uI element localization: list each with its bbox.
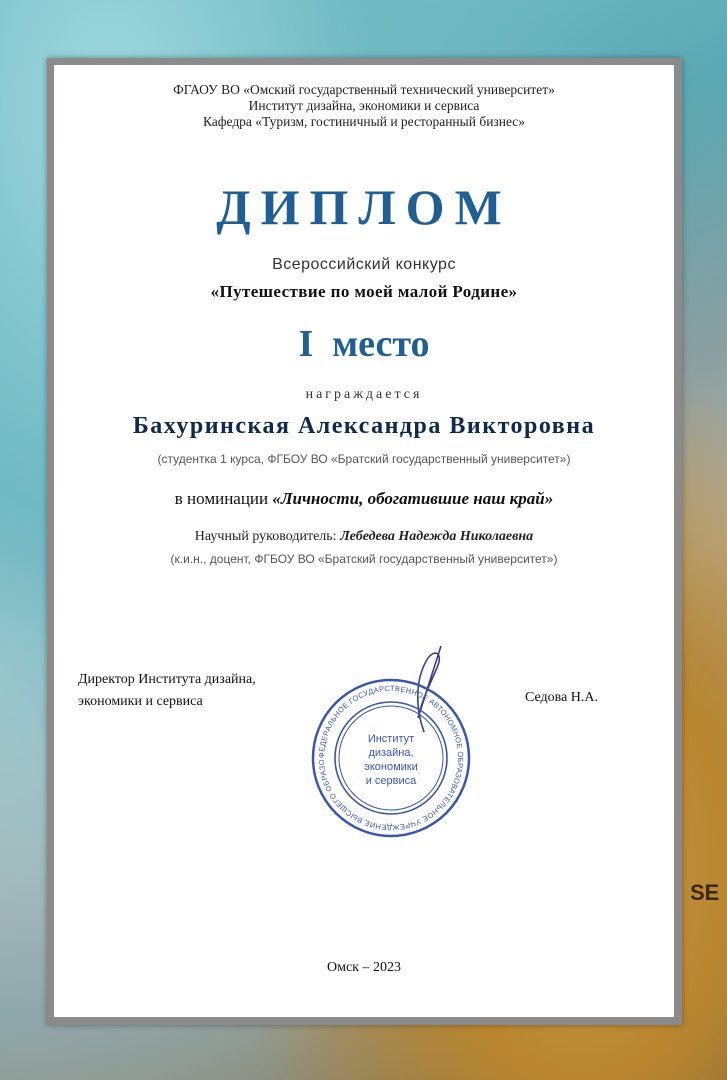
compass-se-label: SE xyxy=(690,880,720,905)
stamp-inner-line2: дизайна, xyxy=(368,747,414,759)
diploma-title: ДИПЛОМ xyxy=(216,179,512,235)
award-place: I место xyxy=(298,323,430,365)
place-and-year: Омск – 2023 xyxy=(327,960,401,975)
stamp-inner-line1: Институт xyxy=(367,733,415,745)
issuer-university: ФГАОУ ВО «Омский государственный технический университет» xyxy=(173,82,555,97)
advisor-name: Лебедева Надежда Николаевна xyxy=(340,529,534,544)
advisor xyxy=(54,529,674,545)
issuer-institute: Институт дизайна, экономики и сервиса xyxy=(248,98,480,113)
stamp-inner-line4: и сервиса xyxy=(365,775,417,787)
signatory-name: Седова Н.А. xyxy=(525,690,599,705)
nomination-prefix: в номинации xyxy=(174,489,273,508)
signatory-position-line2: экономики и сервиса xyxy=(78,694,203,709)
recipient-details: (студентка 1 курса, ФГБОУ ВО «Братский государственный университет») xyxy=(157,452,571,466)
issuer-department: Кафедра «Туризм, гостиничный и ресторанный бизнес» xyxy=(202,114,526,129)
recipient-name: Бахуринская Александра Викторовна xyxy=(132,413,596,439)
official-stamp xyxy=(296,640,486,840)
stamp-ring-text: ФЕДЕРАЛЬНОЕ ГОСУДАРСТВЕННОЕ АВТОНОМНОЕ ОБРАЗОВАТЕЛЬНОЕ УЧРЕЖДЕНИЕ ВЫСШЕГО ОБРАЗО xyxy=(316,683,466,833)
advisor-prefix: Научный руководитель: xyxy=(194,529,341,544)
contest-label: Всероссийский конкурс xyxy=(272,256,456,273)
issuer-header xyxy=(54,82,674,130)
stamp-graphic xyxy=(296,640,486,840)
nomination xyxy=(54,489,674,509)
advisor-details: (к.и.н., доцент, ФГБОУ ВО «Братский государственный университет») xyxy=(170,552,558,566)
nomination-title: «Личности, обогатившие наш край» xyxy=(272,489,554,508)
contest-name: «Путешествие по моей малой Родине» xyxy=(210,282,518,301)
signatory-position xyxy=(78,669,256,713)
signatory-position-line1: Директор Института дизайна, xyxy=(78,672,256,687)
stamp-inner-line3: экономики xyxy=(364,761,418,773)
awarded-label: награждается xyxy=(305,387,423,402)
